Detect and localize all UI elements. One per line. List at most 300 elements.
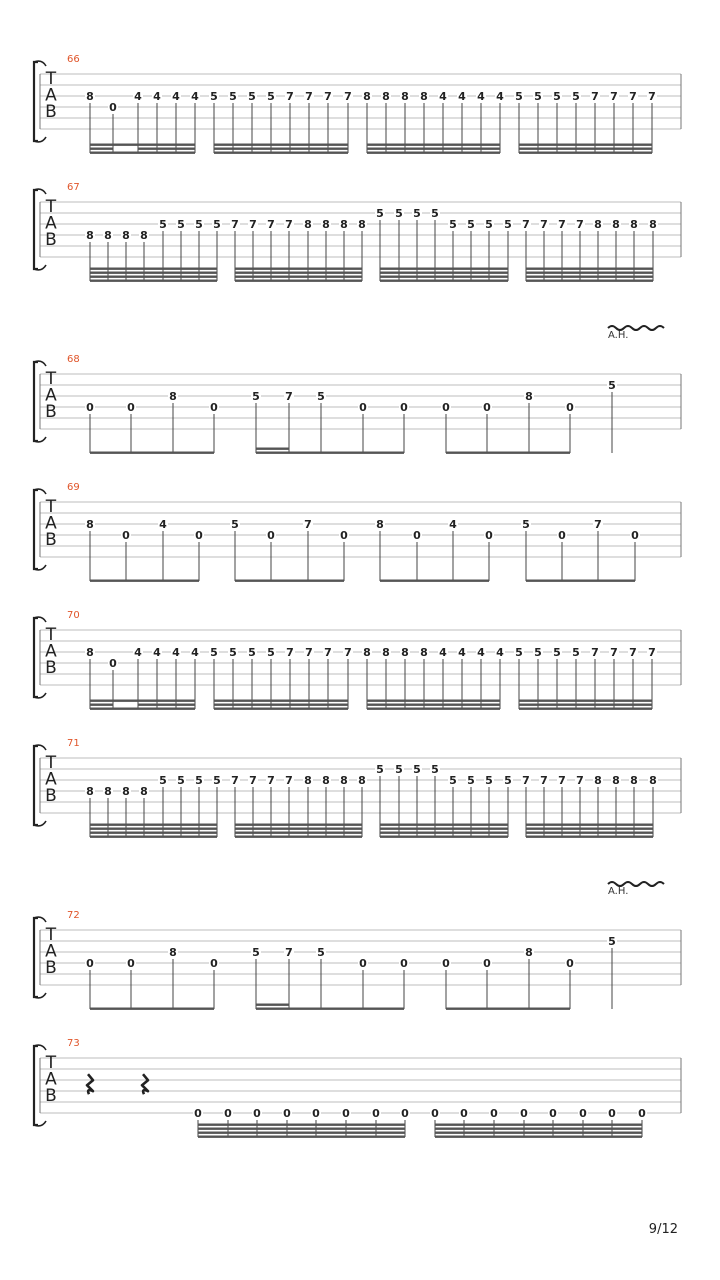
beam	[138, 148, 195, 150]
tab-system-71	[34, 738, 681, 838]
fret-number: 4	[496, 646, 504, 659]
tab-letter-b: B	[45, 958, 57, 978]
fret-number: 5	[608, 935, 616, 948]
fret-number: 7	[286, 646, 294, 659]
beam	[90, 832, 217, 834]
beam	[256, 1004, 289, 1006]
fret-number: 8	[86, 229, 94, 242]
beam	[235, 268, 362, 270]
fret-number: 0	[483, 957, 491, 970]
beam	[214, 700, 348, 702]
fret-number: 7	[610, 646, 618, 659]
fret-number: 5	[210, 646, 218, 659]
fret-number: 7	[629, 646, 637, 659]
fret-number: 7	[249, 218, 257, 231]
fret-number: 5	[449, 774, 457, 787]
fret-number: 5	[376, 207, 384, 220]
fret-number: 4	[172, 90, 180, 103]
fret-number: 7	[305, 646, 313, 659]
fret-number: 4	[153, 646, 161, 659]
beam	[526, 580, 635, 582]
bracket-bottom-curl	[34, 1121, 46, 1126]
fret-number: 7	[629, 90, 637, 103]
fret-number: 8	[304, 218, 312, 231]
tab-letter-b: B	[45, 530, 57, 550]
fret-number: 5	[195, 218, 203, 231]
beam	[235, 824, 362, 826]
beam	[380, 280, 508, 282]
beam	[526, 824, 653, 826]
fret-number: 8	[525, 946, 533, 959]
beam	[526, 276, 653, 278]
bracket-top-curl	[34, 617, 46, 622]
beam	[90, 836, 217, 838]
beam	[380, 824, 508, 826]
fret-number: 5	[395, 207, 403, 220]
fret-number: 5	[267, 646, 275, 659]
tab-letter-t: T	[45, 1053, 57, 1073]
fret-number: 0	[359, 401, 367, 414]
fret-number: 0	[109, 657, 117, 670]
beam	[526, 280, 653, 282]
tab-letter-b: B	[45, 786, 57, 806]
fret-number: 0	[224, 1107, 232, 1120]
fret-number: 0	[566, 401, 574, 414]
fret-number: 7	[540, 218, 548, 231]
fret-number: 4	[134, 646, 142, 659]
measure-number: 71	[67, 738, 80, 749]
page-number: 9/12	[648, 1222, 678, 1237]
tab-letter-b: B	[45, 402, 57, 422]
beam	[446, 1008, 570, 1010]
fret-number: 0	[483, 401, 491, 414]
fret-number: 0	[86, 957, 94, 970]
fret-number: 5	[572, 90, 580, 103]
system-bracket	[34, 190, 38, 269]
beam	[367, 700, 500, 702]
fret-number: 5	[267, 90, 275, 103]
tab-letter-t: T	[45, 753, 57, 773]
fret-number: 5	[252, 390, 260, 403]
system-bracket	[34, 618, 38, 697]
fret-number: 8	[86, 785, 94, 798]
fret-number: 8	[104, 229, 112, 242]
beam	[435, 1136, 642, 1138]
fret-number: 5	[485, 218, 493, 231]
fret-number: 5	[515, 646, 523, 659]
bracket-top-curl	[34, 61, 46, 66]
fret-number: 7	[304, 518, 312, 531]
fret-number: 7	[540, 774, 548, 787]
fret-number: 7	[648, 646, 656, 659]
fret-number: 7	[285, 946, 293, 959]
fret-number: 7	[249, 774, 257, 787]
beam	[256, 452, 404, 454]
fret-number: 7	[344, 90, 352, 103]
fret-number: 5	[213, 218, 221, 231]
fret-number: 5	[608, 379, 616, 392]
beam	[256, 1008, 404, 1010]
fret-number: 8	[376, 518, 384, 531]
fret-number: 8	[122, 785, 130, 798]
quarter-rest	[87, 1074, 93, 1094]
fret-number: 8	[612, 774, 620, 787]
beam	[380, 828, 508, 830]
fret-number: 5	[572, 646, 580, 659]
fret-number: 0	[442, 401, 450, 414]
fret-number: 4	[477, 646, 485, 659]
fret-number: 8	[86, 90, 94, 103]
fret-number: 8	[322, 218, 330, 231]
fret-number: 4	[477, 90, 485, 103]
fret-number: 8	[594, 218, 602, 231]
beam	[90, 828, 217, 830]
fret-number: 8	[630, 218, 638, 231]
fret-number: 8	[340, 774, 348, 787]
fret-number: 7	[594, 518, 602, 531]
fret-number: 8	[382, 646, 390, 659]
fret-number: 0	[342, 1107, 350, 1120]
fret-number: 0	[195, 529, 203, 542]
fret-number: 4	[191, 90, 199, 103]
tab-letter-a: A	[45, 641, 57, 662]
fret-number: 8	[340, 218, 348, 231]
system-bracket	[34, 62, 38, 141]
bracket-top-curl	[34, 1045, 46, 1050]
tab-letter-a: A	[45, 513, 57, 534]
fret-number: 5	[317, 946, 325, 959]
beam	[519, 152, 652, 154]
fret-number: 0	[253, 1107, 261, 1120]
beam	[235, 580, 344, 582]
beam	[138, 704, 195, 706]
fret-number: 0	[460, 1107, 468, 1120]
tab-letter-a: A	[45, 941, 57, 962]
fret-number: 5	[413, 763, 421, 776]
fret-number: 0	[312, 1107, 320, 1120]
bracket-top-curl	[34, 745, 46, 750]
fret-number: 0	[520, 1107, 528, 1120]
fret-number: 5	[317, 390, 325, 403]
measure-number: 66	[67, 54, 80, 65]
beam	[367, 144, 500, 146]
fret-number: 5	[553, 646, 561, 659]
beam	[526, 272, 653, 274]
beam	[90, 152, 195, 154]
artificial-harmonic-label: A.H.	[608, 886, 629, 897]
beam	[90, 280, 217, 282]
measure-number: 73	[67, 1038, 80, 1049]
fret-number: 8	[649, 774, 657, 787]
beam	[519, 144, 652, 146]
beam	[90, 704, 113, 706]
beam	[90, 272, 217, 274]
beam	[214, 152, 348, 154]
fret-number: 5	[504, 218, 512, 231]
fret-number: 5	[485, 774, 493, 787]
fret-number: 5	[210, 90, 218, 103]
fret-number: 8	[649, 218, 657, 231]
tab-letter-t: T	[45, 69, 57, 89]
tab-letter-b: B	[45, 230, 57, 250]
beam	[519, 700, 652, 702]
fret-number: 5	[534, 90, 542, 103]
fret-number: 0	[283, 1107, 291, 1120]
fret-number: 8	[401, 646, 409, 659]
beam	[90, 580, 199, 582]
fret-number: 8	[122, 229, 130, 242]
fret-number: 0	[194, 1107, 202, 1120]
fret-number: 8	[86, 646, 94, 659]
tab-letter-t: T	[45, 369, 57, 389]
beam	[235, 836, 362, 838]
beam	[214, 144, 348, 146]
fret-number: 8	[525, 390, 533, 403]
system-bracket	[34, 746, 38, 825]
fret-number: 7	[285, 218, 293, 231]
fret-number: 5	[195, 774, 203, 787]
measure-number: 68	[67, 354, 80, 365]
bracket-top-curl	[34, 489, 46, 494]
beam	[367, 704, 500, 706]
fret-number: 0	[558, 529, 566, 542]
fret-number: 4	[449, 518, 457, 531]
fret-number: 4	[172, 646, 180, 659]
fret-number: 4	[458, 646, 466, 659]
fret-number: 5	[213, 774, 221, 787]
beam	[256, 448, 289, 450]
bracket-bottom-curl	[34, 265, 46, 270]
tab-system-69	[34, 482, 681, 582]
fret-number: 0	[566, 957, 574, 970]
fret-number: 5	[252, 946, 260, 959]
fret-number: 8	[363, 90, 371, 103]
beam	[367, 708, 500, 710]
fret-number: 8	[594, 774, 602, 787]
fret-number: 5	[522, 518, 530, 531]
fret-number: 4	[159, 518, 167, 531]
measure-number: 70	[67, 610, 80, 621]
beam	[235, 832, 362, 834]
fret-number: 0	[413, 529, 421, 542]
fret-number: 8	[140, 785, 148, 798]
fret-number: 8	[169, 390, 177, 403]
fret-number: 5	[248, 646, 256, 659]
tab-letter-b: B	[45, 1086, 57, 1106]
fret-number: 5	[431, 207, 439, 220]
fret-number: 0	[401, 1107, 409, 1120]
system-bracket	[34, 362, 38, 441]
fret-number: 0	[340, 529, 348, 542]
beam	[526, 832, 653, 834]
fret-number: 7	[591, 90, 599, 103]
fret-number: 5	[231, 518, 239, 531]
fret-number: 7	[231, 774, 239, 787]
tab-letter-b: B	[45, 102, 57, 122]
tab-system-73	[34, 1038, 681, 1138]
system-bracket	[34, 1046, 38, 1125]
fret-number: 5	[449, 218, 457, 231]
fret-number: 7	[305, 90, 313, 103]
fret-number: 5	[395, 763, 403, 776]
fret-number: 0	[210, 957, 218, 970]
beam	[198, 1124, 405, 1126]
beam	[235, 280, 362, 282]
fret-number: 5	[159, 218, 167, 231]
fret-number: 5	[229, 90, 237, 103]
fret-number: 0	[579, 1107, 587, 1120]
fret-number: 0	[267, 529, 275, 542]
fret-number: 8	[169, 946, 177, 959]
fret-number: 5	[515, 90, 523, 103]
fret-number: 7	[285, 390, 293, 403]
fret-number: 5	[159, 774, 167, 787]
fret-number: 5	[504, 774, 512, 787]
fret-number: 0	[122, 529, 130, 542]
fret-number: 8	[304, 774, 312, 787]
fret-number: 0	[127, 957, 135, 970]
beam	[380, 272, 508, 274]
fret-number: 4	[458, 90, 466, 103]
measure-number: 67	[67, 182, 80, 193]
beam	[380, 268, 508, 270]
tab-system-70	[34, 610, 681, 710]
tab-system-66	[34, 54, 681, 154]
beam	[214, 704, 348, 706]
fret-number: 4	[191, 646, 199, 659]
fret-number: 8	[401, 90, 409, 103]
fret-number: 8	[322, 774, 330, 787]
fret-number: 0	[372, 1107, 380, 1120]
fret-number: 5	[376, 763, 384, 776]
beam	[90, 824, 217, 826]
fret-number: 7	[648, 90, 656, 103]
beam	[90, 1008, 214, 1010]
beam	[90, 708, 195, 710]
fret-number: 0	[549, 1107, 557, 1120]
bracket-bottom-curl	[34, 693, 46, 698]
fret-number: 7	[267, 774, 275, 787]
fret-number: 8	[420, 90, 428, 103]
fret-number: 7	[231, 218, 239, 231]
beam	[435, 1128, 642, 1130]
fret-number: 7	[522, 774, 530, 787]
fret-number: 0	[127, 401, 135, 414]
beam	[367, 148, 500, 150]
beam	[526, 268, 653, 270]
tab-system-72	[34, 882, 681, 1010]
tab-letter-a: A	[45, 1069, 57, 1090]
fret-number: 7	[558, 218, 566, 231]
fret-number: 5	[467, 218, 475, 231]
fret-number: 5	[177, 774, 185, 787]
tab-letter-b: B	[45, 658, 57, 678]
beam	[380, 276, 508, 278]
beam	[214, 148, 348, 150]
fret-number: 8	[612, 218, 620, 231]
system-bracket	[34, 490, 38, 569]
fret-number: 7	[558, 774, 566, 787]
beam	[526, 836, 653, 838]
fret-number: 0	[210, 401, 218, 414]
fret-number: 7	[522, 218, 530, 231]
fret-number: 5	[467, 774, 475, 787]
artificial-harmonic-label: A.H.	[608, 330, 629, 341]
fret-number: 4	[439, 646, 447, 659]
fret-number: 0	[485, 529, 493, 542]
fret-number: 5	[431, 763, 439, 776]
fret-number: 0	[631, 529, 639, 542]
beam	[90, 148, 113, 150]
fret-number: 0	[400, 957, 408, 970]
beam	[214, 708, 348, 710]
beam	[519, 704, 652, 706]
fret-number: 7	[267, 218, 275, 231]
tab-letter-t: T	[45, 625, 57, 645]
tab-system-68	[34, 326, 681, 454]
beam	[235, 828, 362, 830]
beam	[446, 452, 570, 454]
beam	[198, 1128, 405, 1130]
beam	[380, 832, 508, 834]
fret-number: 8	[86, 518, 94, 531]
fret-number: 4	[134, 90, 142, 103]
fret-number: 7	[576, 218, 584, 231]
fret-number: 0	[608, 1107, 616, 1120]
beam	[198, 1132, 405, 1134]
beam	[90, 700, 195, 702]
beam	[198, 1136, 405, 1138]
bracket-top-curl	[34, 917, 46, 922]
beam	[90, 268, 217, 270]
fret-number: 7	[344, 646, 352, 659]
fret-number: 8	[104, 785, 112, 798]
tab-letter-t: T	[45, 197, 57, 217]
fret-number: 5	[534, 646, 542, 659]
beam	[380, 580, 489, 582]
fret-number: 4	[153, 90, 161, 103]
tab-letter-a: A	[45, 213, 57, 234]
quarter-rest	[142, 1074, 148, 1094]
fret-number: 0	[442, 957, 450, 970]
fret-number: 0	[431, 1107, 439, 1120]
bracket-bottom-curl	[34, 137, 46, 142]
fret-number: 8	[382, 90, 390, 103]
fret-number: 0	[86, 401, 94, 414]
tab-letter-a: A	[45, 85, 57, 106]
fret-number: 0	[400, 401, 408, 414]
beam	[380, 836, 508, 838]
bracket-bottom-curl	[34, 993, 46, 998]
beam	[435, 1124, 642, 1126]
fret-number: 5	[229, 646, 237, 659]
beam	[519, 148, 652, 150]
fret-number: 7	[610, 90, 618, 103]
measure-number: 72	[67, 910, 80, 921]
fret-number: 0	[490, 1107, 498, 1120]
fret-number: 8	[358, 774, 366, 787]
tab-letter-t: T	[45, 925, 57, 945]
beam	[519, 708, 652, 710]
bracket-bottom-curl	[34, 821, 46, 826]
beam	[90, 452, 214, 454]
bracket-top-curl	[34, 361, 46, 366]
fret-number: 4	[439, 90, 447, 103]
fret-number: 8	[363, 646, 371, 659]
beam	[526, 828, 653, 830]
fret-number: 8	[420, 646, 428, 659]
tab-letter-t: T	[45, 497, 57, 517]
